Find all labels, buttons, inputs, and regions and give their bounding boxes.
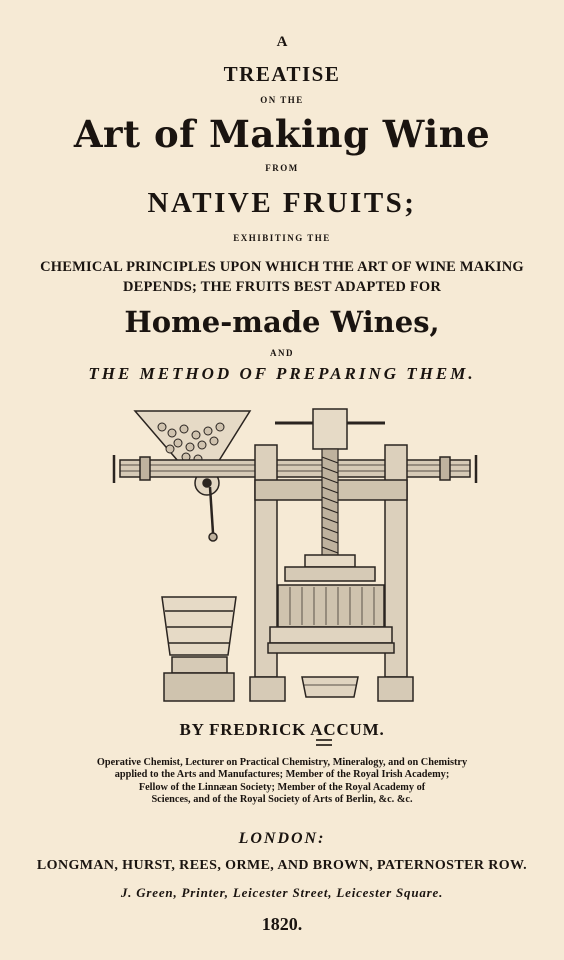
title-native-fruits: NATIVE FRUITS; [147, 187, 417, 219]
author-credentials [0, 757, 564, 807]
title-exhibiting: EXHIBITING THE [233, 233, 331, 243]
imprint-year: 1820. [261, 914, 303, 934]
title-from: FROM [265, 163, 299, 173]
imprint-printer: J. Green, Printer, Leicester Street, Leicester Square. [120, 885, 444, 900]
description-line-2: DEPENDS; THE FRUITS BEST ADAPTED FOR [122, 279, 442, 295]
wine-press-engraving [110, 405, 480, 710]
credentials-line-3: Fellow of the Linnæan Society; Member of the Royal Academy of [138, 781, 426, 793]
description-line-1: CHEMICAL PRINCIPLES UPON WHICH THE ART OF WINE MAKING [40, 259, 524, 275]
imprint-publisher: LONGMAN, HURST, REES, ORME, AND BROWN, PATERNOSTER ROW. [36, 858, 528, 873]
credentials-line-1: Operative Chemist, Lecturer on Practical Chemistry, Mineralogy, and on Chemistry [96, 757, 468, 768]
imprint-place: LONDON: [238, 830, 326, 847]
credentials-line-2: applied to the Arts and Manufactures; Member of the Royal Irish Academy; [114, 769, 450, 781]
underline-mark [314, 737, 334, 751]
title-method: THE METHOD OF PREPARING THEM. [88, 364, 476, 383]
credentials-line-4: Sciences, and of the Royal Society of Arts of Berlin, &c. &c. [151, 794, 413, 806]
author-line: BY FREDRICK ACCUM. [179, 720, 385, 739]
main-title: Art of Making Wine [73, 112, 491, 156]
title-treatise: TREATISE [223, 62, 341, 86]
title-homemade-wines: Home-made Wines, [124, 305, 440, 339]
title-on-the: ON THE [260, 95, 304, 105]
title-article: A [276, 34, 288, 50]
title-and: AND [270, 348, 294, 358]
